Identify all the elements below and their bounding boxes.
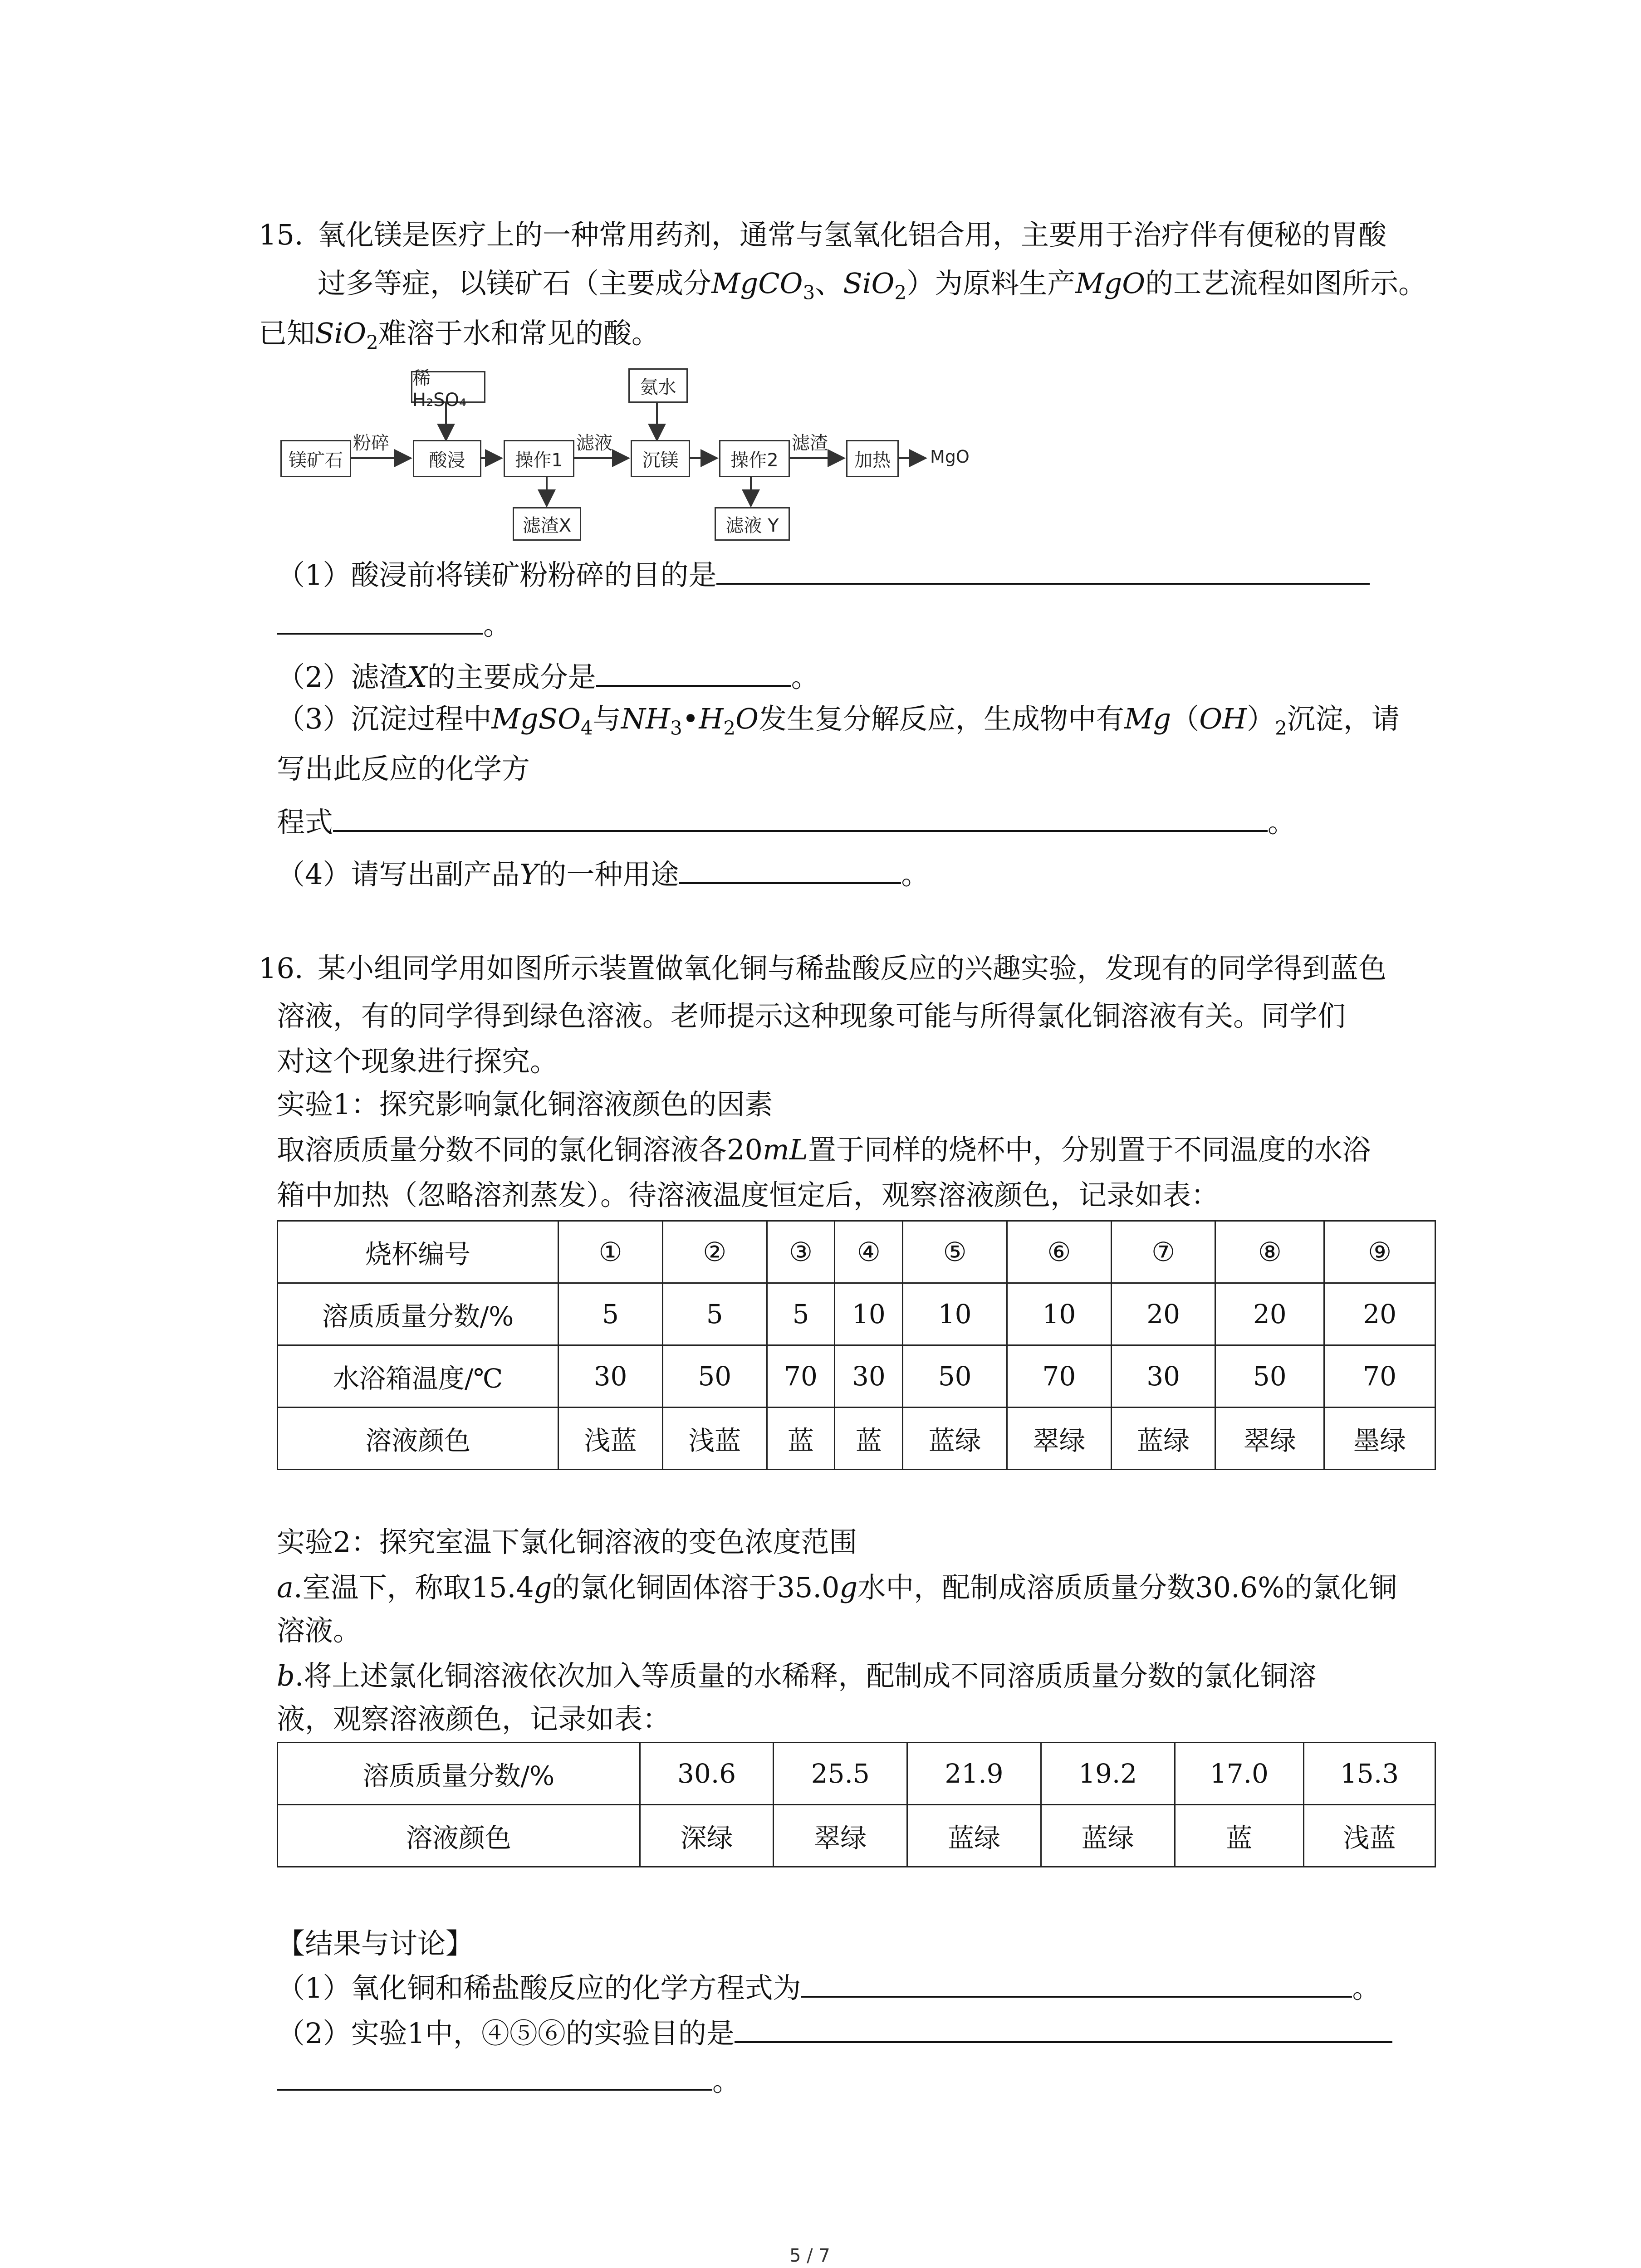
exp2-b-line1: b.将上述氯化铜溶液依次加入等质量的水稀释，配制成不同溶质质量分数的氯化铜溶 [277, 1659, 1317, 1692]
q15-sub2: （2）滤渣X的主要成分是 。 [277, 658, 819, 695]
table-cell: ⑥ [1007, 1221, 1112, 1283]
table-cell: ⑦ [1111, 1221, 1215, 1283]
table-cell: 蓝绿 [903, 1408, 1007, 1470]
table-cell: 20 [1111, 1283, 1215, 1345]
answer-blank[interactable] [277, 2062, 712, 2091]
flow-box-heat: 加热 [846, 440, 899, 477]
exp2-a-line2: 溶液。 [277, 1614, 362, 1647]
row-header: 溶质质量分数/% [278, 1283, 558, 1345]
table-cell: 翠绿 [774, 1805, 907, 1867]
exp1-desc-line1: 取溶质质量分数不同的氯化铜溶液各20mL置于同样的烧杯中，分别置于不同温度的水浴 [277, 1133, 1371, 1166]
table-cell: 30 [1111, 1345, 1215, 1408]
flow-arrows [0, 0, 1641, 590]
table-cell: 50 [662, 1345, 767, 1408]
table-cell: 50 [903, 1345, 1007, 1408]
table-cell: ④ [835, 1221, 903, 1283]
flow-label-residue: 滤渣 [792, 433, 828, 454]
table-cell: 17.0 [1175, 1743, 1304, 1805]
flow-box-ore: 镁矿石 [280, 440, 351, 477]
answer-blank[interactable] [596, 658, 791, 687]
answer-blank[interactable] [735, 2014, 1392, 2043]
table-cell: 10 [903, 1283, 1007, 1345]
table-cell: 70 [1324, 1345, 1435, 1408]
row-header: 溶液颜色 [278, 1408, 558, 1470]
q16-number: 16. [259, 952, 304, 985]
q15-number: 15. [259, 218, 304, 251]
answer-blank[interactable] [716, 556, 1370, 585]
exp2-b-line2: 液，观察溶液颜色，记录如表： [277, 1702, 671, 1735]
q16-text-line1: 某小组同学用如图所示装置做氧化铜与稀盐酸反应的兴趣实验，发现有的同学得到蓝色 [318, 952, 1387, 985]
page-number: 5 / 7 [789, 2245, 830, 2266]
results-title: 【结果与讨论】 [277, 1927, 474, 1960]
table-cell: 10 [1007, 1283, 1112, 1345]
answer-blank[interactable] [333, 803, 1268, 832]
table-cell: 5 [662, 1283, 767, 1345]
exp2-title: 实验2：探究室温下氯化铜溶液的变色浓度范围 [277, 1525, 857, 1559]
q16-text-line2: 溶液，有的同学得到绿色溶液。老师提示这种现象可能与所得氯化铜溶液有关。同学们 [277, 999, 1346, 1032]
table-cell: 翠绿 [1007, 1408, 1112, 1470]
table-row [278, 1221, 1435, 1283]
flow-label-filtrate: 滤液 [576, 433, 612, 454]
row-header: 烧杯编号 [278, 1221, 558, 1283]
table-cell: ⑨ [1324, 1221, 1435, 1283]
table-cell: 30 [558, 1345, 663, 1408]
table-cell: ⑧ [1215, 1221, 1324, 1283]
table-exp2 [277, 1742, 1436, 1867]
exp2-a-line1: a.室温下，称取15.4g的氯化铜固体溶于35.0g水中，配制成溶质质量分数30.6%的氯化铜 [277, 1571, 1397, 1604]
table-cell: 15.3 [1304, 1743, 1435, 1805]
table-row [278, 1743, 1435, 1805]
flow-box-leach: 酸浸 [413, 440, 481, 477]
q15-text-line2: 过多等症，以镁矿石（主要成分MgCO$_3$、SiO$_2$）为原料生产MgO的工艺流程如图所示。 [318, 267, 1427, 304]
table-cell: 蓝绿 [1111, 1408, 1215, 1470]
table-cell: 5 [558, 1283, 663, 1345]
table-cell: 70 [1007, 1345, 1112, 1408]
flow-box-op1: 操作1 [504, 440, 574, 477]
flow-box-ammonia: 氨水 [628, 368, 688, 403]
table-cell: 蓝绿 [907, 1805, 1041, 1867]
flow-label-product: MgO [930, 447, 970, 467]
flow-box-precip: 沉镁 [631, 440, 690, 477]
table-exp1 [277, 1220, 1436, 1470]
table-cell: 5 [767, 1283, 835, 1345]
flow-box-residue-x: 滤渣X [513, 507, 581, 541]
q16-text-line3: 对这个现象进行探究。 [277, 1045, 558, 1078]
row-header: 溶质质量分数/% [278, 1743, 640, 1805]
q15-sub1: （1）酸浸前将镁矿粉粉碎的目的是 [277, 556, 1370, 593]
table-cell: ⑤ [903, 1221, 1007, 1283]
table-cell: 翠绿 [1215, 1408, 1324, 1470]
table-cell: 30.6 [640, 1743, 774, 1805]
table-cell: 浅蓝 [1304, 1805, 1435, 1867]
table-cell: 深绿 [640, 1805, 774, 1867]
table-cell: 20 [1324, 1283, 1435, 1345]
results-item-1: （1）氧化铜和稀盐酸反应的化学方程式为 。 [277, 1969, 1380, 2006]
table-cell: 浅蓝 [558, 1408, 663, 1470]
table-cell: 20 [1215, 1283, 1324, 1345]
table-row [278, 1345, 1435, 1408]
q15-sub3-line2: 写出此反应的化学方 [277, 752, 530, 785]
q15-text-line3: 已知SiO$_2$难溶于水和常见的酸。 [259, 317, 660, 354]
table-cell: 蓝绿 [1041, 1805, 1175, 1867]
table-row [278, 1408, 1435, 1470]
table-cell: ① [558, 1221, 663, 1283]
exp1-desc-line2: 箱中加热（忽略溶剂蒸发）。待溶液温度恒定后，观察溶液颜色，记录如表： [277, 1178, 1220, 1212]
table-cell: 蓝 [1175, 1805, 1304, 1867]
table-cell: 10 [835, 1283, 903, 1345]
answer-blank[interactable] [679, 855, 901, 884]
row-header: 溶液颜色 [278, 1805, 640, 1867]
table-cell: 21.9 [907, 1743, 1041, 1805]
table-cell: 蓝 [767, 1408, 835, 1470]
table-cell: 墨绿 [1324, 1408, 1435, 1470]
table-cell: 25.5 [774, 1743, 907, 1805]
q15-sub1-cont: 。 [277, 606, 511, 643]
flow-box-op2: 操作2 [719, 440, 790, 477]
table-cell: 浅蓝 [662, 1408, 767, 1470]
flow-box-acid: 稀H₂SO₄ [411, 371, 485, 403]
row-header: 水浴箱温度/℃ [278, 1345, 558, 1408]
table-cell: 蓝 [835, 1408, 903, 1470]
table-cell: ② [662, 1221, 767, 1283]
table-cell: 50 [1215, 1345, 1324, 1408]
table-cell: 19.2 [1041, 1743, 1175, 1805]
table-row [278, 1283, 1435, 1345]
q15-text-line1: 氧化镁是医疗上的一种常用药剂，通常与氢氧化铝合用，主要用于治疗伴有便秘的胃酸 [318, 218, 1387, 251]
q15-sub3: （3）沉淀过程中MgSO$_4$与$NH_3•H_2O$发生复分解反应，生成物中有$Mg(OH)_2$沉淀，请 [277, 702, 1400, 739]
flow-label-crush: 粉碎 [353, 433, 389, 454]
table-cell: 70 [767, 1345, 835, 1408]
table-cell: ③ [767, 1221, 835, 1283]
exp1-title: 实验1：探究影响氯化铜溶液颜色的因素 [277, 1088, 773, 1121]
results-item-2-cont: 。 [277, 2062, 740, 2099]
q15-sub4: （4）请写出副产品Y的一种用途 。 [277, 855, 929, 893]
answer-blank[interactable] [277, 606, 483, 635]
q15-sub3-line3: 程式 。 [277, 803, 1296, 841]
flow-box-filtrate-y: 滤液 Y [715, 507, 790, 541]
table-row [278, 1805, 1435, 1867]
results-item-2: （2）实验1中，④⑤⑥的实验目的是 [277, 2014, 1392, 2052]
answer-blank[interactable] [801, 1969, 1352, 1998]
table-cell: 30 [835, 1345, 903, 1408]
